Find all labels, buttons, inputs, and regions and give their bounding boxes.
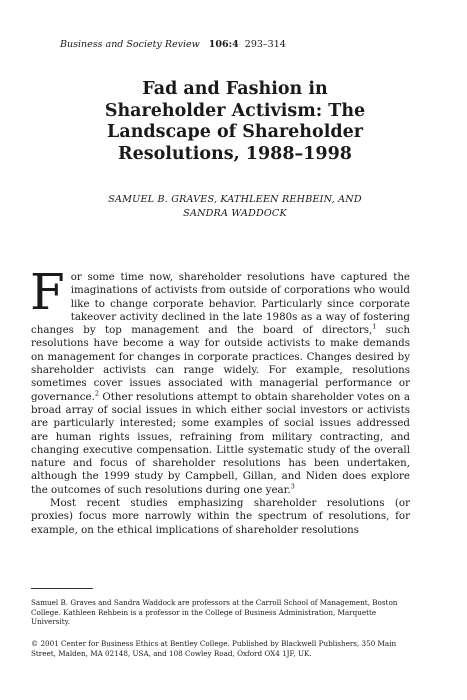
author-list xyxy=(60,193,410,221)
paragraph-2 xyxy=(31,497,410,537)
footnote-divider xyxy=(31,588,93,589)
footnote-ref-2: 2 xyxy=(94,389,100,398)
page-range: 293–314 xyxy=(244,39,286,50)
journal-name: Business and Society Review xyxy=(60,39,200,50)
paragraph-text: Most recent studies emphasizing shareholder resolutions (or proxies) focus more narrowly within the spectrum of resolutions, for example, on the ethical implications of shareholder resolutions xyxy=(31,497,410,536)
journal-volume: 106:4 xyxy=(208,39,239,50)
paragraph-text: such resolutions have become a way for outside activists to make demands on management for changes in corporate practices. Changes desired by shareholder activists can range widely. For example, resolutions sometimes cover issues associated with managerial performance or governance. xyxy=(31,324,410,403)
article-body xyxy=(30,263,410,537)
drop-cap: F xyxy=(30,263,65,321)
title-line: Shareholder Activism: The xyxy=(104,100,366,121)
footnote-ref-1: 1 xyxy=(372,322,377,331)
title-line: Fad and Fashion in xyxy=(142,79,328,99)
paragraph-text: Other resolutions attempt to obtain shareholder votes on a broad array of social issues in which either social investors or activists are particularly interested; some examples of social issues addressed are human rights issues, refraining from military contracting, and changing executive compensation. Little systematic study of the overall nature and focus of shareholder resolutions has been undertaken, although the 1999 study by Campbell, Gillan, and Niden does explore the outcomes of such resolutions during one year. xyxy=(31,390,410,496)
copyright-notice: © 2001 Center for Business Ethics at Bentley College. Published by Blackwell Publishers, 350 Main Street, Malden, MA 02148, USA, and 108 Cowley Road, Oxford OX4 1JF, UK. xyxy=(31,639,397,658)
paragraph-text: or some time now, shareholder resolutions have captured the imaginations of activists from outside of corporations who would like to change corporate behavior. Particularly since corporate takeover activity declined in the late 1980s as a way of fostering changes by top management and the board of directors, xyxy=(31,271,410,337)
author-footnote: Samuel B. Graves and Sandra Waddock are professors at the Carroll School of Management, Boston College. Kathleen Rehbein is a professor in the College of Business Administration, Marquette University. xyxy=(31,598,398,627)
footnote-ref-3: 3 xyxy=(290,482,295,491)
paragraph-1 xyxy=(30,263,410,497)
author-line: SANDRA WADDOCK xyxy=(183,208,287,219)
running-head xyxy=(60,39,420,51)
title-line: Landscape of Shareholder xyxy=(107,122,363,142)
title-line: Resolutions, 1988–1998 xyxy=(118,143,352,164)
author-line: SAMUEL B. GRAVES, KATHLEEN REHBEIN, AND xyxy=(108,194,362,205)
article-title xyxy=(60,79,410,165)
